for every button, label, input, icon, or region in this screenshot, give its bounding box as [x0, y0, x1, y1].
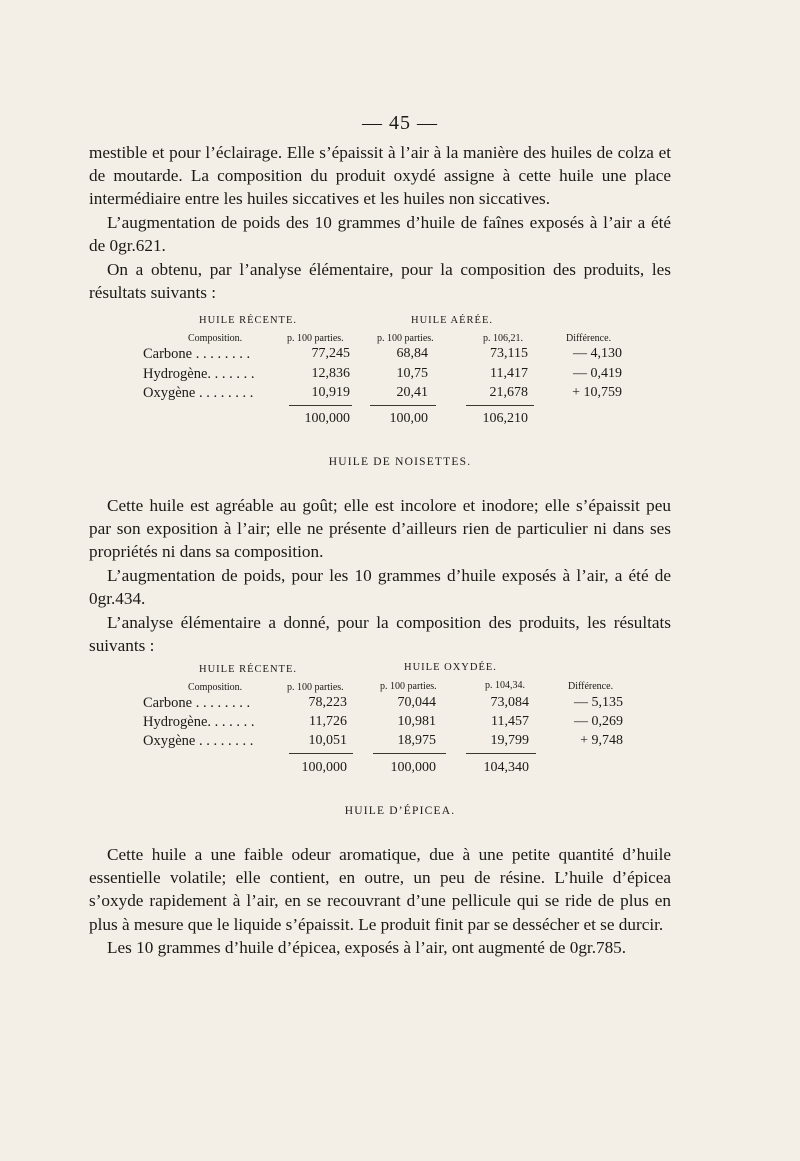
table-cell: 11,726 [309, 714, 347, 729]
table-cell: 73,084 [490, 695, 529, 710]
table-row-label: Oxygène . . . . . . . . [143, 385, 254, 401]
table-cell: — 4,130 [573, 346, 622, 361]
table2-col-pct: p. 100 parties. [380, 681, 437, 692]
sum-rule [466, 753, 536, 754]
table-cell: 10,919 [311, 385, 350, 400]
table1-col-pct: p. 100 parties. [377, 333, 434, 344]
table1-col-composition: Composition. [188, 333, 243, 344]
paragraph-4: Cette huile est agréable au goût; elle est incolore et inodore; elle s’épaissit peu par son exposition à l’air; elle ne présente d’ailleurs rien de particulier ni dans ses propriétés ni dans sa composition. [89, 496, 671, 562]
table-cell: 11,417 [490, 366, 528, 381]
table-cell: — 0,419 [573, 366, 622, 381]
table-row-label: Hydrogène. . . . . . . [143, 714, 255, 730]
sum-rule [466, 405, 534, 406]
paragraph-8: Les 10 grammes d’huile d’épicea, exposés à l’air, ont augmenté de 0gr.785. [107, 938, 627, 957]
paragraph-7: Cette huile a une faible odeur aromatique, due à une petite quantité d’huile essentielle volatile; elle contient, en outre, un peu de résine. L’huile d’épicea s’oxyde rapidement à l’air, en se recouvrant d’une pellicule qui se ride de plus en plus à mesure que le liquide s’épaissit. Le produit finit par se dessécher et se durcir. [89, 845, 671, 934]
table-cell: 10,981 [397, 714, 436, 729]
table-cell: 73,115 [490, 346, 528, 361]
table-total: 104,340 [483, 760, 529, 775]
table-total: 100,000 [390, 760, 436, 775]
paragraph-6: L’analyse élémentaire a donné, pour la composition des produits, les résultats suivants : [89, 613, 671, 656]
table-row-label: Carbone . . . . . . . . [143, 695, 251, 711]
table-cell: — 5,135 [574, 695, 623, 710]
section-heading-noisettes: HUILE DE NOISETTES. [328, 456, 472, 468]
paragraph-1: mestible et pour l’éclairage. Elle s’épaissit à l’air à la manière des huiles de colza et de moutarde. La composition du produit oxydé assigne à cette huile une place intermédiaire entre les huiles siccatives et les huiles non siccatives. [89, 143, 671, 209]
table-total: 100,00 [389, 411, 428, 426]
paragraph-3: On a obtenu, par l’analyse élémentaire, pour la composition des produits, les résultats suivants : [89, 260, 671, 303]
page-number: — 45 — [362, 112, 438, 134]
table-cell: 10,75 [396, 366, 428, 381]
table-cell: 12,836 [311, 366, 350, 381]
table-cell: — 0,269 [574, 714, 623, 729]
table-cell: 70,044 [397, 695, 436, 710]
paragraph-5: L’augmentation de poids, pour les 10 grammes d’huile exposés à l’air, a été de 0gr.434. [89, 566, 671, 609]
table-cell: + 9,748 [580, 733, 623, 748]
table2-col-composition: Composition. [188, 682, 243, 693]
table1-col-recent: p. 100 parties. [287, 333, 344, 344]
table1-col-total: p. 106,21. [483, 333, 523, 344]
table1-group-aeree: HUILE AÉRÉE. [411, 315, 493, 326]
sum-rule [373, 753, 446, 754]
table-cell: 11,457 [491, 714, 529, 729]
table-cell: + 10,759 [572, 385, 622, 400]
table2-col-diff: Différence. [568, 681, 614, 692]
table-cell: 68,84 [396, 346, 428, 361]
table-row-label: Hydrogène. . . . . . . [143, 366, 255, 382]
table-cell: 21,678 [489, 385, 528, 400]
table-cell: 20,41 [396, 385, 428, 400]
sum-rule [289, 753, 353, 754]
table-row-label: Oxygène . . . . . . . . [143, 733, 254, 749]
table-cell: 78,223 [308, 695, 347, 710]
table2-col-total: p. 104,34. [485, 680, 525, 691]
paragraph-2: L’augmentation de poids des 10 grammes d’huile de faînes exposés à l’air a été de 0gr.621. [89, 213, 671, 256]
table-cell: 19,799 [490, 733, 529, 748]
table2-col-recent: p. 100 parties. [287, 682, 344, 693]
section-heading-epicea: HUILE D’ÉPICEA. [344, 805, 456, 817]
sum-rule [289, 405, 352, 406]
table2-group-recent: HUILE RÉCENTE. [199, 664, 297, 675]
sum-rule [370, 405, 436, 406]
table-total: 100,000 [304, 411, 350, 426]
table-total: 100,000 [301, 760, 347, 775]
table-cell: 18,975 [397, 733, 436, 748]
table-cell: 10,051 [308, 733, 347, 748]
table-row-label: Carbone . . . . . . . . [143, 346, 251, 362]
table1-group-recent: HUILE RÉCENTE. [199, 315, 297, 326]
table-total: 106,210 [482, 411, 528, 426]
table1-col-diff: Différence. [566, 333, 612, 344]
table2-group-oxydee: HUILE OXYDÉE. [404, 662, 497, 673]
table-cell: 77,245 [311, 346, 350, 361]
